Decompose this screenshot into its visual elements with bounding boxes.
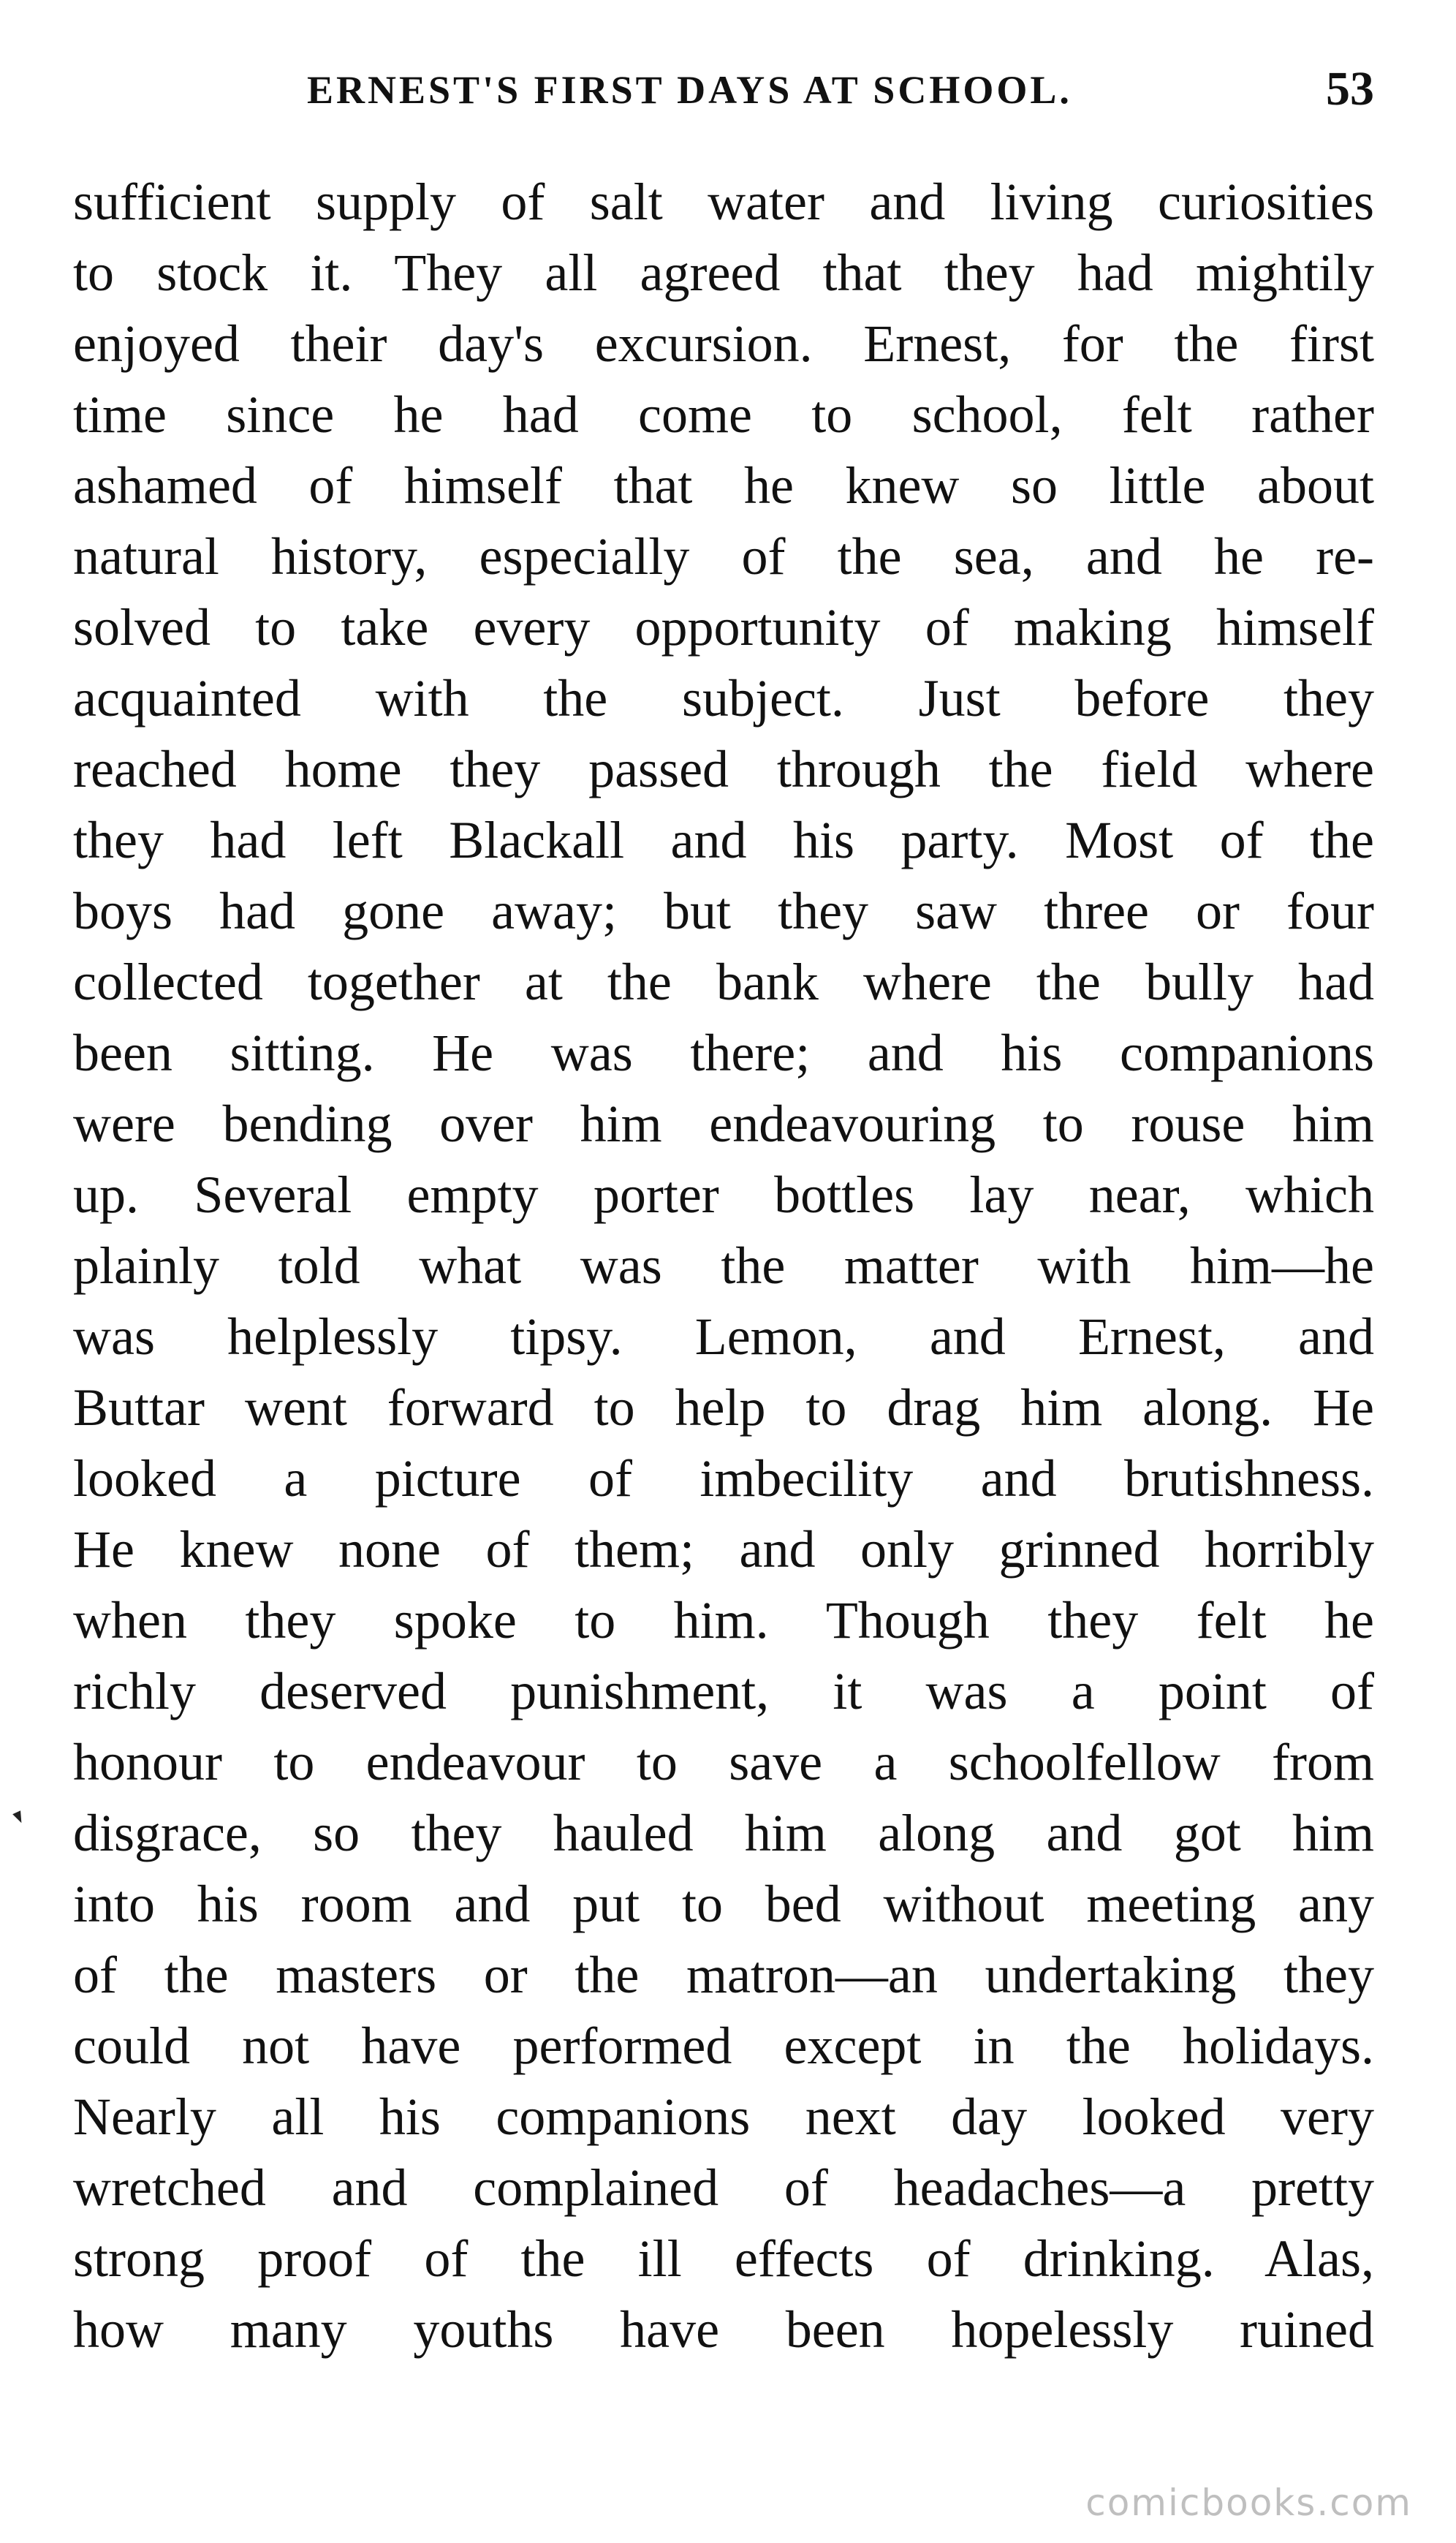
text-line: when they spoke to him. Though they felt he bbox=[73, 1591, 1374, 1650]
page-number: 53 bbox=[1326, 62, 1374, 116]
text-line: looked a picture of imbecility and brutishness. bbox=[73, 1449, 1374, 1508]
watermark: comicbooks.com bbox=[1085, 2482, 1412, 2524]
body-text bbox=[73, 167, 1374, 2365]
text-line: been sitting. He was there; and his companions bbox=[73, 1024, 1374, 1082]
text-line: natural history, especially of the sea, and he re- bbox=[73, 527, 1374, 586]
text-line: strong proof of the ill effects of drinking. Alas, bbox=[73, 2229, 1374, 2288]
text-line: acquainted with the subject. Just before they bbox=[73, 669, 1374, 728]
text-line: Buttar went forward to help to drag him along. He bbox=[73, 1378, 1374, 1437]
text-line: Nearly all his companions next day looked very bbox=[73, 2087, 1374, 2146]
text-line: to stock it. They all agreed that they had mightily bbox=[73, 243, 1374, 302]
text-line: they had left Blackall and his party. Most of the bbox=[73, 811, 1374, 869]
text-line: of the masters or the matron—an undertaking they bbox=[73, 1946, 1374, 2004]
text-line: enjoyed their day's excursion. Ernest, for the first bbox=[73, 314, 1374, 373]
text-line: richly deserved punishment, it was a point of bbox=[73, 1662, 1374, 1720]
text-line: honour to endeavour to save a schoolfellow from bbox=[73, 1733, 1374, 1791]
text-line: boys had gone away; but they saw three or four bbox=[73, 882, 1374, 940]
page-header bbox=[73, 62, 1374, 133]
text-line: ashamed of himself that he knew so little about bbox=[73, 456, 1374, 515]
text-line: up. Several empty porter bottles lay near, which bbox=[73, 1165, 1374, 1224]
text-line: how many youths have been hopelessly ruined bbox=[73, 2300, 1374, 2359]
text-line: were bending over him endeavouring to rouse him bbox=[73, 1095, 1374, 1153]
text-line: wretched and complained of headaches—a pretty bbox=[73, 2158, 1374, 2217]
text-line: solved to take every opportunity of making himself bbox=[73, 598, 1374, 657]
text-line: He knew none of them; and only grinned horribly bbox=[73, 1520, 1374, 1579]
text-line: into his room and put to bed without meeting any bbox=[73, 1875, 1374, 1933]
text-line: was helplessly tipsy. Lemon, and Ernest, and bbox=[73, 1307, 1374, 1366]
text-line: collected together at the bank where the bully had bbox=[73, 953, 1374, 1011]
text-line: reached home they passed through the field where bbox=[73, 740, 1374, 798]
running-head: ERNEST'S FIRST DAYS AT SCHOOL. bbox=[307, 68, 1072, 112]
text-line: disgrace, so they hauled him along and got him bbox=[73, 1804, 1374, 1862]
text-line: time since he had come to school, felt rather bbox=[73, 385, 1374, 444]
text-line: plainly told what was the matter with him—he bbox=[73, 1236, 1374, 1295]
margin-mark-icon bbox=[12, 1810, 26, 1825]
text-line: sufficient supply of salt water and living curiosities bbox=[73, 173, 1374, 231]
text-line: could not have performed except in the holidays. bbox=[73, 2017, 1374, 2075]
